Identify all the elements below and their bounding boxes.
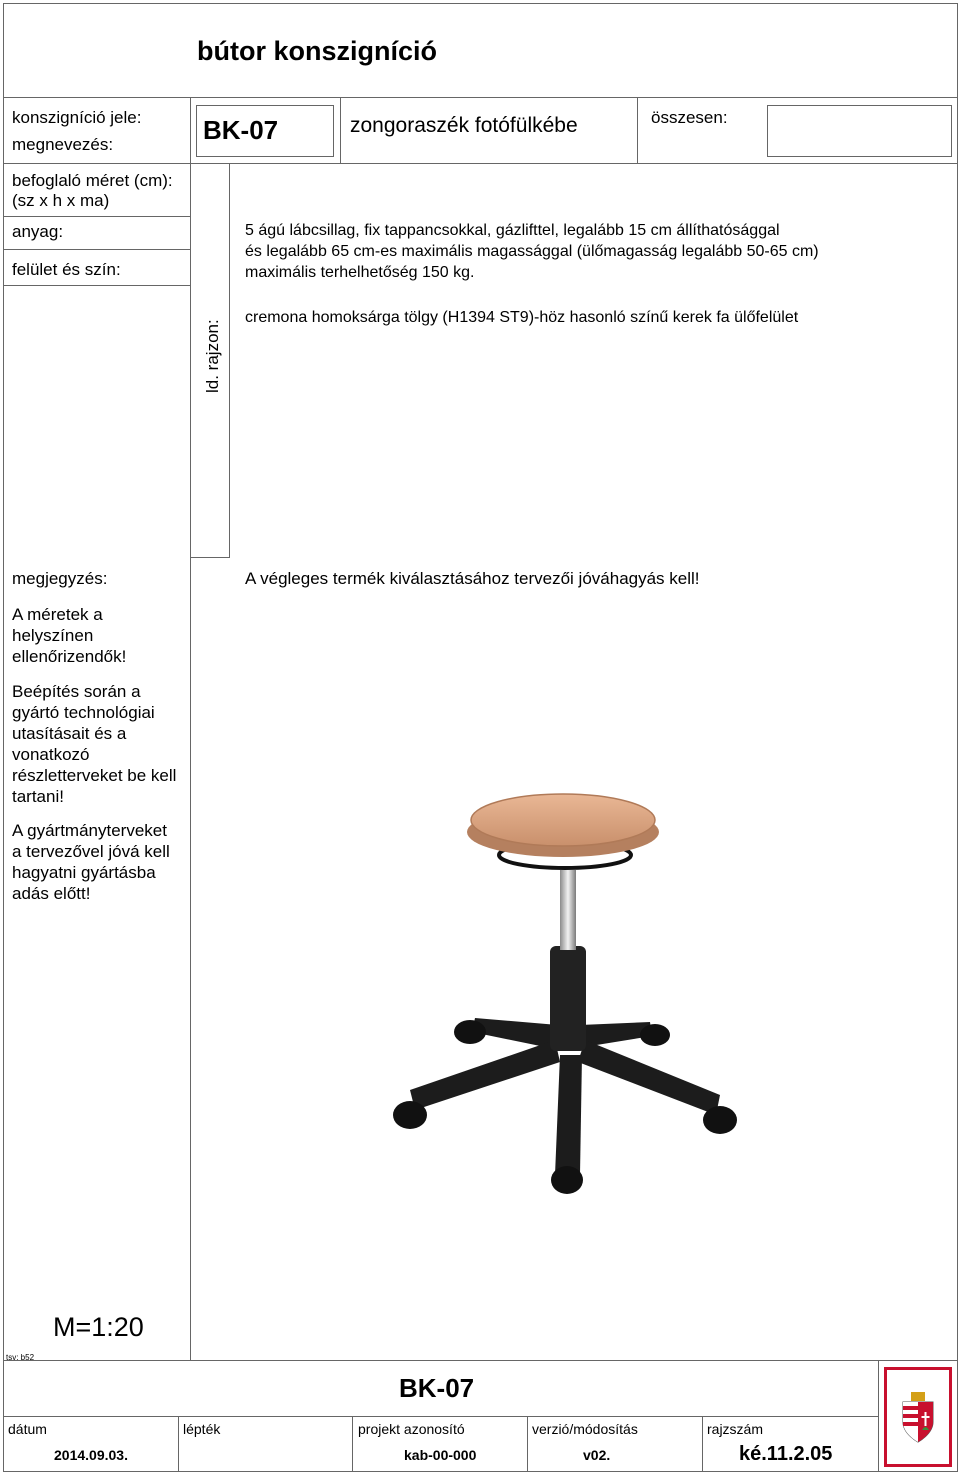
footer-date: 2014.09.03. — [54, 1447, 128, 1463]
footer-header-project: projekt azonosító — [358, 1421, 465, 1437]
page-title: bútor konszigníció — [197, 36, 437, 66]
see-drawing-label: ld. rajzon: — [203, 319, 222, 393]
note-approval: A gyártmányterveket a tervezővel jóvá kell hagyatni gyártásba adás előtt! — [12, 821, 170, 903]
material-line-1: 5 ágú lábcsillag, fix tappancsokkal, gázlifttel, legalább 15 cm állíthatósággal — [245, 222, 780, 239]
footer-header-date: dátum — [8, 1421, 47, 1437]
consignment-code: BK-07 — [203, 115, 279, 145]
footer-header-drawing: rajzszám — [707, 1421, 764, 1437]
total-box — [767, 105, 952, 157]
note-dimensions: A méretek a helyszínen ellenőrizendők! — [12, 605, 127, 666]
footer-code: BK-07 — [399, 1373, 475, 1403]
surface-label: felület és szín: — [12, 260, 121, 279]
note-installation: Beépítés során a gyártó technológiai utasításait és a vonatkozó részletterveket be kell tartani! — [12, 682, 177, 806]
footer-version: v02. — [583, 1447, 611, 1463]
small-code: tsv: b52 — [6, 1353, 35, 1362]
material-label: anyag: — [12, 222, 64, 241]
footer-header-version: verzió/módosítás — [532, 1421, 638, 1437]
scale-label: M=1:20 — [53, 1312, 144, 1342]
name-label: megnevezés: — [12, 135, 114, 154]
code-label: konszigníció jele: — [12, 108, 142, 127]
hungarian-coat-of-arms-icon — [900, 1392, 936, 1444]
stool-photo — [380, 770, 760, 1210]
product-name: zongoraszék fotófülkébe — [350, 114, 578, 137]
total-label: összesen: — [651, 108, 728, 127]
footer-drawing-number: ké.11.2.05 — [739, 1443, 833, 1465]
material-line-2: és legalább 65 cm-es maximális magassággal (ülőmagasság legalább 50-65 cm) — [245, 243, 819, 260]
size-unit-label: (sz x h x ma) — [12, 191, 110, 210]
material-line-3: maximális terhelhetőség 150 kg. — [245, 264, 475, 281]
footer-project: kab-00-000 — [404, 1447, 477, 1463]
footer-header-scale: lépték — [183, 1421, 221, 1437]
remark-label: megjegyzés: — [12, 569, 108, 588]
surface-description: cremona homoksárga tölgy (H1394 ST9)-höz hasonló színű kerek fa ülőfelület — [245, 309, 799, 326]
remark-text: A végleges termék kiválasztásához tervezői jóváhagyás kell! — [245, 569, 700, 588]
size-label: befoglaló méret (cm): — [12, 171, 173, 190]
